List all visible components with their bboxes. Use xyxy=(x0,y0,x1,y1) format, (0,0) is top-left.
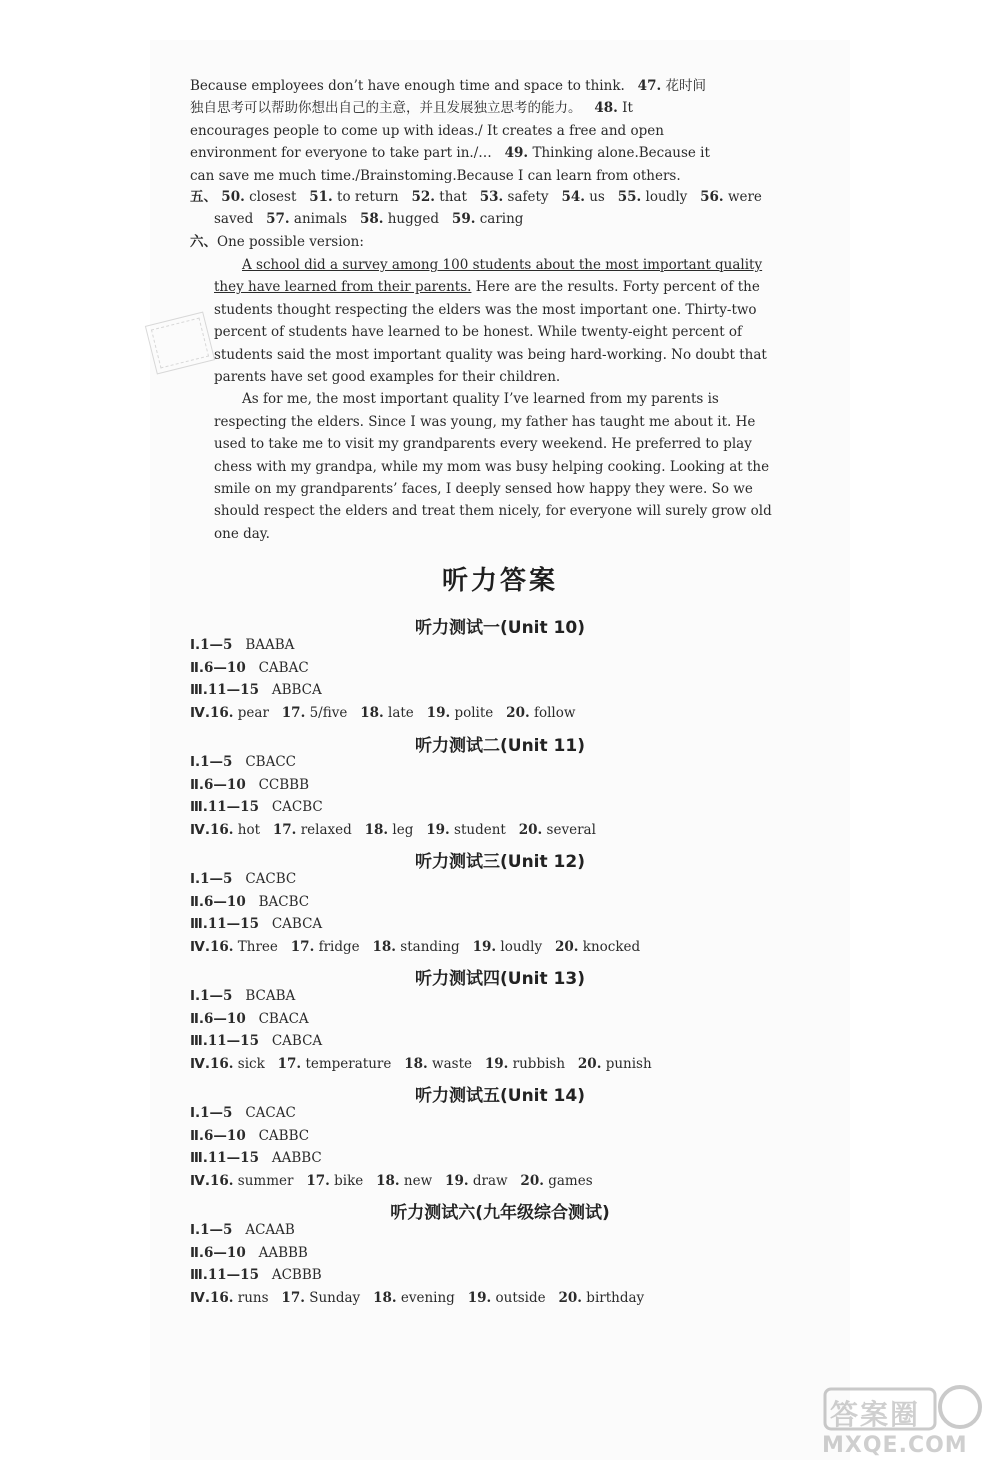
question-number: 49. xyxy=(504,145,529,162)
answer-letters: ACAAB xyxy=(245,1222,295,1238)
answer-letters: BAABA xyxy=(245,637,295,653)
answer-letters: ABBCA xyxy=(271,682,322,698)
essay-line: chess with my grandpa, while my mom was busy helping cooking. Looking at the xyxy=(214,458,770,475)
test-title: 听力测试二(Unit 11) xyxy=(415,736,585,756)
answer-letters: CABCA xyxy=(271,1033,323,1049)
question-range: 11—15 xyxy=(207,799,259,815)
essay-line: students said the most important quality was being hard-working. No doubt that xyxy=(214,346,767,363)
answer-word: student xyxy=(454,821,506,838)
answer-row xyxy=(190,1033,322,1049)
question-number: 20. xyxy=(554,938,579,955)
answer-row-iv xyxy=(190,705,575,721)
question-range: 11—15 xyxy=(207,682,259,698)
answer-text: safety xyxy=(507,189,549,205)
answer-row-iv xyxy=(190,822,596,838)
test-title: 听力测试三(Unit 12) xyxy=(415,852,585,872)
answer-letters: CCBBB xyxy=(258,776,310,793)
essay-underlined: they have learned from their parents. xyxy=(214,279,472,296)
text-line: Because employees don’t have enough time and space to think. xyxy=(190,78,625,94)
roman-numeral: Ⅰ. xyxy=(190,988,201,1004)
answer-letters: CABAC xyxy=(258,659,309,676)
answer-row xyxy=(190,754,296,770)
section-label: 六、 xyxy=(190,234,217,250)
answer-text: animals xyxy=(293,211,348,228)
question-range: 1—5 xyxy=(200,871,233,887)
question-number: 50. xyxy=(221,189,245,205)
question-range: 11—15 xyxy=(207,916,259,932)
answer-word: bike xyxy=(334,1172,364,1189)
answer-word: hot xyxy=(237,821,261,838)
question-number: 20. xyxy=(506,704,530,721)
question-number: 52. xyxy=(411,189,435,205)
answer-letters: CACBC xyxy=(245,871,297,887)
question-range: 11—15 xyxy=(207,1267,259,1283)
question-number: 18. xyxy=(373,1289,397,1306)
text-line: can save me much time./Brainstoming.Because I can learn from others. xyxy=(190,167,681,184)
watermark xyxy=(820,1375,985,1460)
question-number: 48. xyxy=(594,100,618,117)
watermark-logo-text: 答案圈 xyxy=(830,1398,921,1431)
answer-row xyxy=(190,1267,322,1283)
answer-text: closest xyxy=(249,189,297,205)
question-range: 1—5 xyxy=(200,637,233,653)
question-number: 20. xyxy=(577,1055,602,1072)
question-number: 20. xyxy=(518,821,543,838)
question-range: 6—10 xyxy=(204,893,246,910)
question-number: 17. xyxy=(306,1172,330,1189)
essay xyxy=(214,254,772,545)
answer-word: pear xyxy=(237,704,269,721)
roman-numeral: Ⅰ. xyxy=(190,871,201,887)
text-line: 独自思考可以帮助你想出自己的主意，并且发展独立思考的能力。 xyxy=(190,100,582,117)
roman-numeral: Ⅰ. xyxy=(190,754,201,770)
answer-letters: BACBC xyxy=(258,893,310,910)
question-number: 16. xyxy=(209,821,234,838)
answer-row xyxy=(190,1150,322,1166)
answer-letters: ACBBB xyxy=(271,1267,322,1283)
answer-word: draw xyxy=(472,1172,508,1189)
question-range: 1—5 xyxy=(200,754,233,770)
section-6 xyxy=(190,231,768,253)
question-range: 1—5 xyxy=(200,988,233,1004)
question-number: 20. xyxy=(520,1172,544,1189)
answer-word: waste xyxy=(432,1055,472,1072)
answer-row xyxy=(190,894,309,910)
answer-letters: CABBC xyxy=(258,1127,310,1144)
question-number: 51. xyxy=(309,189,333,205)
roman-numeral: Ⅲ. xyxy=(190,682,208,698)
answer-row xyxy=(190,871,296,887)
question-range: 6—10 xyxy=(204,776,246,793)
roman-numeral: Ⅳ. xyxy=(190,1055,210,1072)
answer-word: knocked xyxy=(582,938,641,955)
answer-word: Three xyxy=(237,938,278,955)
test-title: 听力测试四(Unit 13) xyxy=(415,969,585,989)
essay-line: students thought respecting the elders was the most important one. Thirty-two xyxy=(214,301,757,318)
answer-word: follow xyxy=(533,704,576,721)
question-number: 19. xyxy=(467,1289,492,1306)
answer-text: hugged xyxy=(387,211,440,228)
answer-word: birthday xyxy=(586,1289,645,1306)
question-number: 56. xyxy=(700,189,724,205)
question-range: 11—15 xyxy=(207,1033,259,1049)
answer-word: new xyxy=(403,1172,433,1189)
answer-row xyxy=(190,1011,309,1027)
question-number: 17. xyxy=(281,1289,305,1306)
essay-text: Here are the results. Forty percent of the xyxy=(471,279,760,296)
answer-row xyxy=(190,660,309,676)
question-number: 53. xyxy=(479,189,504,205)
question-number: 54. xyxy=(561,189,585,205)
answer-row-iv xyxy=(190,1173,593,1189)
answer-word: sick xyxy=(237,1055,265,1072)
essay-line: one day. xyxy=(214,525,270,542)
question-range: 6—10 xyxy=(204,1127,246,1144)
question-range: 1—5 xyxy=(200,1222,233,1238)
test-title: 听力测试六(九年级综合测试) xyxy=(390,1203,610,1223)
answer-row-iv xyxy=(190,1056,652,1072)
answer-letters: CABCA xyxy=(271,916,323,932)
answer-text: Thinking alone.Because it xyxy=(532,145,710,162)
roman-numeral: Ⅲ. xyxy=(190,916,208,932)
roman-numeral: Ⅰ. xyxy=(190,637,201,653)
question-number: 55. xyxy=(617,189,642,205)
question-range: 6—10 xyxy=(204,1244,246,1261)
question-number: 17. xyxy=(277,1055,302,1072)
answer-word: relaxed xyxy=(300,821,352,838)
question-number: 19. xyxy=(484,1055,509,1072)
roman-numeral: Ⅲ. xyxy=(190,1150,208,1166)
roman-numeral: Ⅳ. xyxy=(190,1289,210,1306)
watermark-site: MXQE.COM xyxy=(822,1433,968,1458)
roman-numeral: Ⅲ. xyxy=(190,1267,208,1283)
question-number: 18. xyxy=(376,1172,400,1189)
question-number: 17. xyxy=(290,938,315,955)
question-number: 16. xyxy=(209,938,234,955)
question-number: 18. xyxy=(360,704,384,721)
answer-text: that xyxy=(439,189,467,205)
answer-word: several xyxy=(546,821,596,838)
question-number: 59. xyxy=(451,211,476,228)
roman-numeral: Ⅳ. xyxy=(190,1172,210,1189)
answer-word: Sunday xyxy=(309,1289,361,1306)
roman-numeral: Ⅱ. xyxy=(190,659,205,676)
answer-row xyxy=(190,1105,296,1121)
answer-letters: CBACA xyxy=(258,1010,309,1027)
question-number: 17. xyxy=(272,821,297,838)
answer-letters: CACBC xyxy=(271,799,323,815)
text-line: environment for everyone to take part in./… xyxy=(190,145,492,162)
answer-word: standing xyxy=(400,938,460,955)
answer-word: leg xyxy=(392,821,414,838)
test-title: 听力测试五(Unit 14) xyxy=(415,1086,585,1106)
question-number: 17. xyxy=(281,704,306,721)
answer-text: loudly xyxy=(645,189,688,205)
answer-row-iv xyxy=(190,939,640,955)
answer-text: us xyxy=(589,189,605,205)
essay-line: respecting the elders. Since I was young, my father has taught me about it. He xyxy=(214,413,756,430)
roman-numeral: Ⅳ. xyxy=(190,821,210,838)
answer-word: 5/five xyxy=(309,704,348,721)
answer-word: loudly xyxy=(500,938,543,955)
roman-numeral: Ⅲ. xyxy=(190,799,208,815)
answer-word: outside xyxy=(495,1289,546,1306)
answer-word: runs xyxy=(237,1289,269,1306)
question-number: 16. xyxy=(209,1289,234,1306)
roman-numeral: Ⅰ. xyxy=(190,1105,201,1121)
answer-row xyxy=(190,1222,295,1238)
question-number: 16. xyxy=(209,704,234,721)
intro-text: One possible version: xyxy=(217,234,364,250)
test-title: 听力测试一(Unit 10) xyxy=(415,618,585,638)
answer-row xyxy=(190,637,294,653)
answer-letters: AABBB xyxy=(258,1244,308,1261)
answer-letters: CACAC xyxy=(245,1105,296,1121)
roman-numeral: Ⅱ. xyxy=(190,1127,205,1144)
essay-line: should respect the elders and treat them nicely, for everyone will surely grow old xyxy=(214,503,772,520)
question-number: 57. xyxy=(266,211,290,228)
answer-letters: BCABA xyxy=(245,988,296,1004)
roman-numeral: Ⅲ. xyxy=(190,1033,208,1049)
essay-line: used to take me to visit my grandparents every weekend. He preferred to play xyxy=(214,436,752,453)
answer-word: punish xyxy=(605,1055,652,1072)
answer-text: saved xyxy=(214,211,254,228)
roman-numeral: Ⅰ. xyxy=(190,1222,201,1238)
roman-numeral: Ⅳ. xyxy=(190,704,210,721)
answer-letters: AABBC xyxy=(271,1150,322,1166)
question-number: 18. xyxy=(364,821,389,838)
roman-numeral: Ⅱ. xyxy=(190,1010,205,1027)
answer-word: games xyxy=(548,1172,593,1189)
question-number: 19. xyxy=(426,704,451,721)
section-5 xyxy=(190,186,768,231)
essay-line: percent of students have learned to be honest. While twenty-eight percent of xyxy=(214,324,743,341)
question-range: 6—10 xyxy=(204,1010,246,1027)
answer-row xyxy=(190,988,295,1004)
question-range: 6—10 xyxy=(204,659,246,676)
question-range: 1—5 xyxy=(200,1105,233,1121)
answer-row xyxy=(190,682,322,698)
answer-letters: CBACC xyxy=(245,754,296,770)
essay-line: smile on my grandparents’ faces, I deeply sensed how happy they were. So we xyxy=(214,481,753,498)
answer-text: were xyxy=(727,189,762,205)
listening-title: 听力答案 xyxy=(441,566,558,596)
essay-underlined: A school did a survey among 100 students about the most important quality xyxy=(242,257,763,273)
answer-text: to return xyxy=(337,189,399,205)
roman-numeral: Ⅳ. xyxy=(190,938,210,955)
answer-row xyxy=(190,1245,308,1261)
question-number: 20. xyxy=(558,1289,582,1306)
essay-line: As for me, the most important quality I’ve learned from my parents is xyxy=(242,391,719,408)
continued-answers xyxy=(190,75,768,187)
answer-word: summer xyxy=(237,1172,294,1189)
answer-text: 花时间 xyxy=(665,78,706,94)
question-number: 19. xyxy=(426,821,450,838)
answer-row xyxy=(190,799,323,815)
answer-row xyxy=(190,1128,309,1144)
answer-word: temperature xyxy=(305,1055,392,1072)
answer-word: late xyxy=(388,704,414,721)
answer-word: rubbish xyxy=(512,1055,566,1072)
question-number: 16. xyxy=(209,1172,234,1189)
question-number: 18. xyxy=(372,938,396,955)
question-number: 19. xyxy=(445,1172,469,1189)
answer-row-iv xyxy=(190,1290,644,1306)
answer-word: polite xyxy=(454,704,494,721)
essay-line: parents have set good examples for their children. xyxy=(214,369,561,386)
answer-word: evening xyxy=(400,1289,455,1306)
answer-word: fridge xyxy=(318,938,360,955)
question-range: 11—15 xyxy=(207,1150,259,1166)
answer-row xyxy=(190,777,309,793)
answer-text: It xyxy=(622,100,633,117)
section-label: 五、 xyxy=(190,189,217,205)
roman-numeral: Ⅱ. xyxy=(190,776,205,793)
roman-numeral: Ⅱ. xyxy=(190,1244,205,1261)
answer-text: caring xyxy=(479,211,524,228)
question-number: 16. xyxy=(209,1055,234,1072)
question-number: 19. xyxy=(472,938,497,955)
question-number: 47. xyxy=(637,78,662,94)
question-number: 58. xyxy=(359,211,384,228)
roman-numeral: Ⅱ. xyxy=(190,893,205,910)
answer-row xyxy=(190,916,322,932)
question-number: 18. xyxy=(404,1055,428,1072)
text-line: encourages people to come up with ideas./ It creates a free and open xyxy=(190,122,664,139)
